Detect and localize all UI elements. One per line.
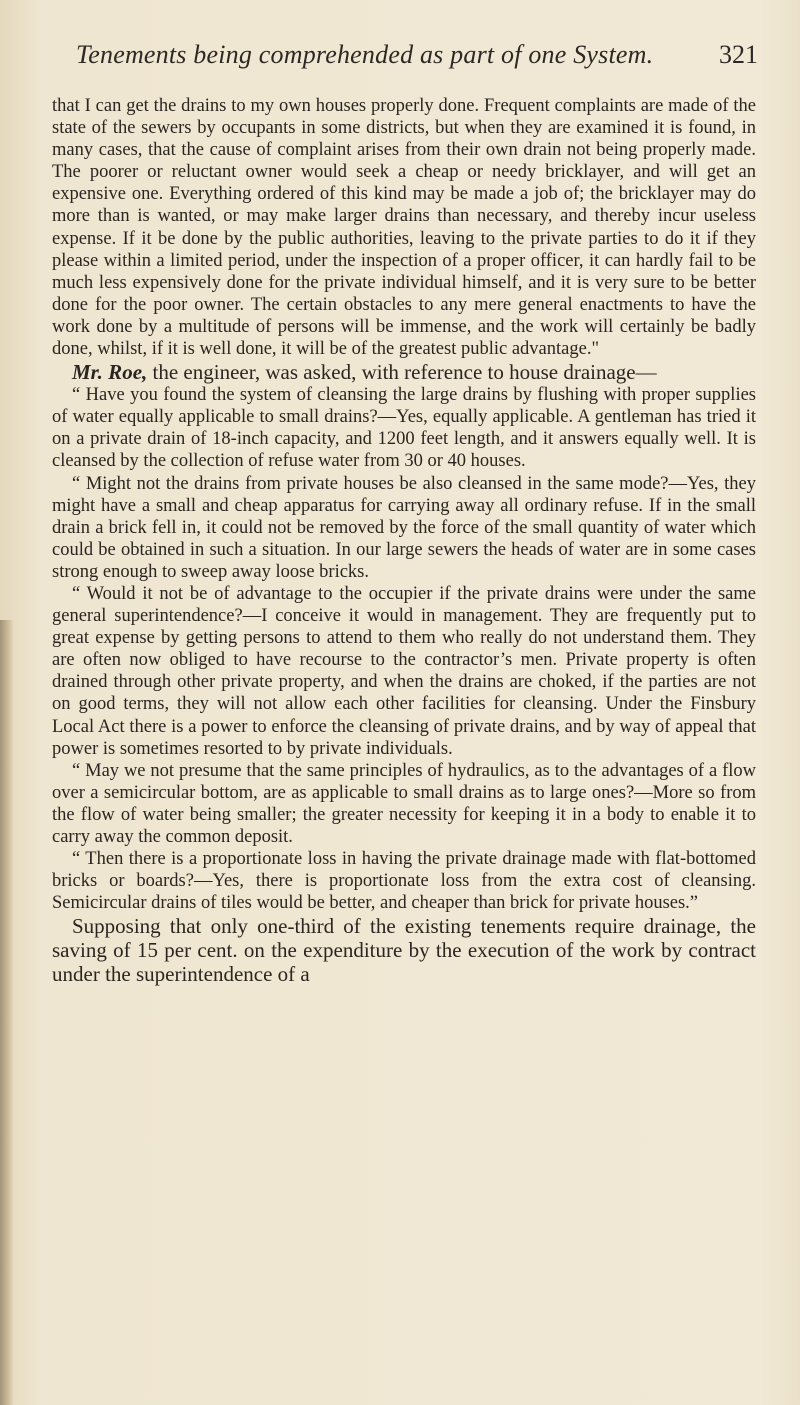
paragraph-1: that I can get the drains to my own houses properly done. Frequent complaints are made of the state of the sewers by occupants in some districts, but when they are examined it is found, in many cases, that the cause of complaint arises from their own drain not being properly made. The poorer or reluctant owner would seek a cheap or needy bricklayer, and will get an expensive one. Everything ordered of this kind may be made a job of; the bricklayer may do more than is wanted, or may make larger drains than necessary, and thereby incur useless expense. If it be done by the public authorities, leaving to the private parties to do it if they please within a limited period, under the inspection of a proper officer, it can hardly fail to be much less expensively done for the private individual himself, and it is very sure to be better done for the poor owner. The certain obstacles to any mere general enactments to have the work done by a multitude of persons will be immense, and the work will certainly be badly done, whilst, if it is well done, it will be of the greatest public advantage." [52, 96, 756, 360]
body-text [52, 95, 756, 986]
paragraph-6: “ May we not presume that the same principles of hydraulics, as to the advantages of a flow over a semicircular bottom, are as applicable to small drains as to large ones?—More so from the flow of water being smaller; the greater necessity for keeping it in a body to enable it to carry away the common deposit. [52, 760, 756, 847]
paragraph-5: “ Would it not be of advantage to the occupier if the private drains were under the same general superintendence?—I conceive it would in management. They are frequently put to great expense by getting persons to attend to them who really do not understand them. They are often now obliged to have recourse to the contractor’s men. Private property is often drained through other private property, and when the drains are choked, if the parties are not on good terms, they will not allow each other facilities for cleansing. Under the Finsbury Local Act there is a power to enforce the cleansing of private drains, and by way of appeal that power is sometimes resorted to by private individuals. [52, 583, 756, 759]
paragraph-2 [52, 360, 756, 384]
running-head: Tenements being comprehended as part of one System. [76, 40, 654, 69]
paragraph-4: “ Might not the drains from private houses be also cleansed in the same mode?—Yes, they might have a small and cheap apparatus for carrying away all ordinary refuse. If in the small drain a brick fell in, it could not be removed by the force of the small quantity of water which could be obtained in such a situation. In our large sewers the heads of water are in some cases strong enough to sweep away loose bricks. [52, 473, 756, 582]
paragraph-2-text: the engineer, was asked, with reference to house drainage— [147, 360, 657, 385]
speaker-name: Mr. Roe, [72, 360, 148, 385]
paragraph-8: Supposing that only one-third of the existing tenements require drainage, the saving of 15 per cent. on the expenditure by the execution of the work by contract under the superintendence of a [52, 914, 756, 987]
page-number: 321 [719, 40, 758, 69]
page-binding-shadow [0, 620, 14, 1405]
paragraph-7: “ Then there is a proportionate loss in having the private drainage made with flat-bottomed bricks or boards?—Yes, there is proportionate loss from the extra cost of cleansing. Semicircular drains of tiles would be better, and cheaper than brick for private houses.” [52, 849, 756, 914]
page-header [76, 40, 758, 80]
paragraph-3: “ Have you found the system of cleansing the large drains by flushing with proper supplies of water equally applicable to small drains?—Yes, equally applicable. A gentleman has tried it on a private drain of 18-inch capacity, and 1200 feet length, and it answers equally well. It is cleansed by the collection of refuse water from 30 or 40 houses. [52, 385, 756, 472]
